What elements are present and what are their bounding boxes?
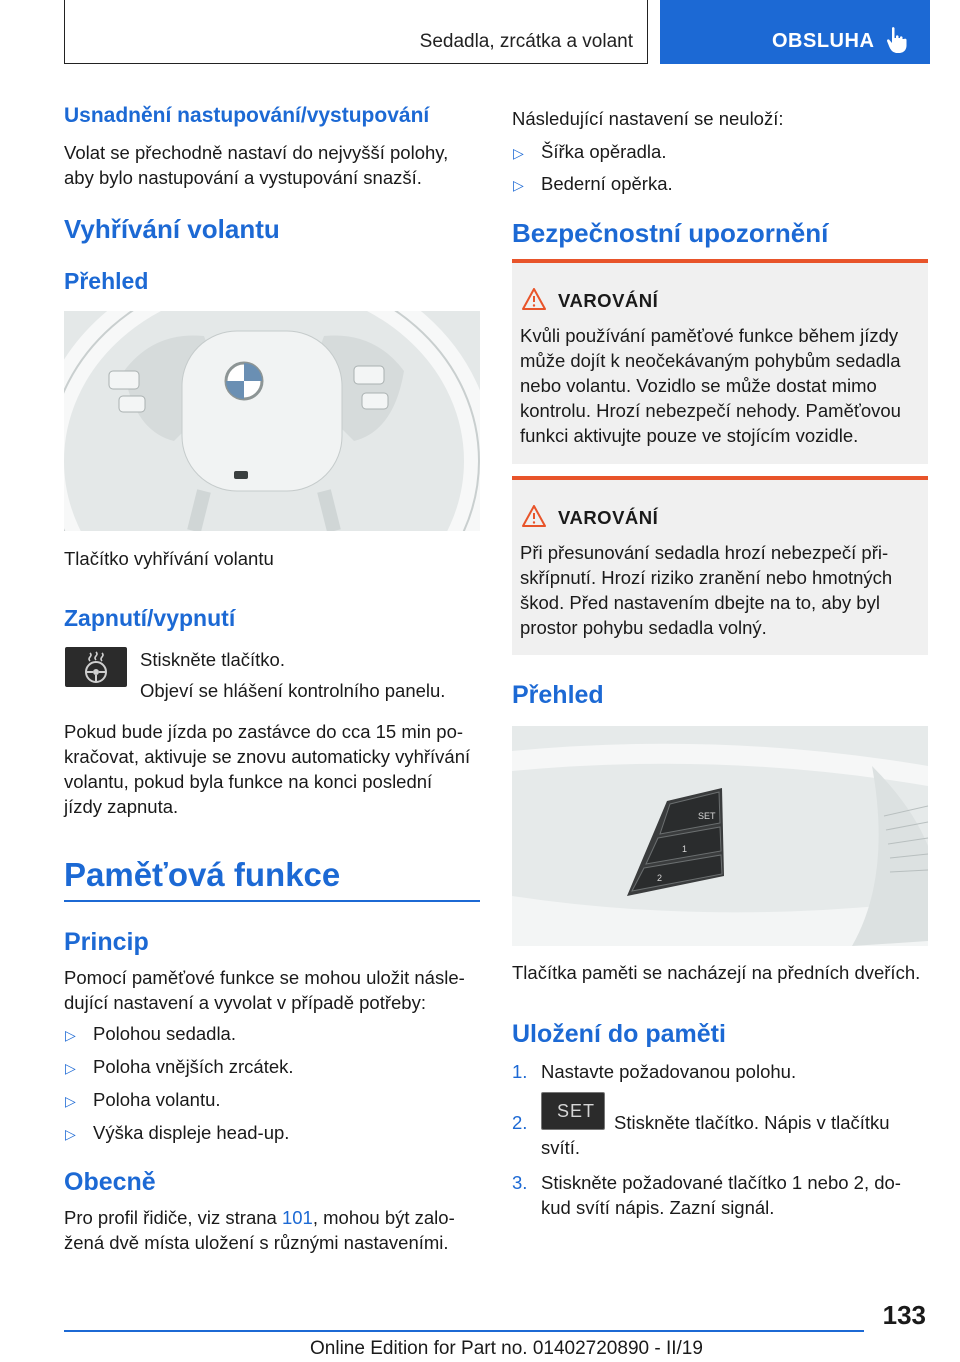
heading-save-to-memory: Uložení do paměti: [512, 1020, 726, 1048]
warning-triangle-icon: [522, 505, 546, 527]
easy-entry-line-2: aby bylo nastupování a vystupování snazší.: [64, 167, 422, 188]
warning-line: může dojít k neočekávaným pohybům sedadla: [520, 350, 901, 371]
page-number: 133: [882, 1300, 926, 1330]
bullet-icon: ▷: [65, 1027, 76, 1043]
list-item: Šířka opěradla.: [541, 141, 667, 162]
door-panel-illustration: [512, 726, 928, 946]
step-number: 1.: [512, 1061, 528, 1082]
footer-divider: [64, 1330, 864, 1332]
step-text: kud svítí nápis. Zazní signál.: [541, 1197, 775, 1218]
set-button: [541, 1092, 605, 1130]
on-off-line-2: Objeví se hlášení kontrolního panelu.: [140, 680, 446, 701]
not-saved-intro: Následující nastavení se neuloží:: [512, 108, 784, 129]
memory-divider: [64, 900, 480, 902]
general-text-a: Pro profil řidiče, viz strana: [64, 1207, 282, 1228]
step-number: 3.: [512, 1172, 528, 1193]
bullet-icon: ▷: [513, 145, 524, 161]
chapter-tab: [660, 0, 930, 64]
caption-door: Tlačítka paměti se nacházejí na předních dveřích.: [512, 962, 921, 983]
resume-line-1: Pokud bude jízda po zastávce do cca 15 min po-: [64, 721, 464, 742]
header-box: [64, 0, 648, 64]
pointing-hand-icon: [886, 26, 910, 54]
list-item: Bederní opěrka.: [541, 173, 673, 194]
warning-box-2: [512, 476, 928, 655]
warning-text-1: [520, 323, 920, 448]
steering-wheel-image: [64, 311, 480, 531]
heading-safety: Bezpečnostní upozornění: [512, 218, 829, 248]
heading-general: Obecně: [64, 1168, 156, 1196]
resume-line-4: jízdy zapnuta.: [64, 796, 179, 817]
bullet-icon: ▷: [65, 1126, 76, 1142]
step-number: 2.: [512, 1112, 528, 1133]
bullet-icon: ▷: [513, 177, 524, 193]
warning-line: funkci aktivujte pouze ve stojícím vozidle.: [520, 425, 859, 446]
door-button-2-label: 2: [657, 873, 663, 883]
bullet-icon: ▷: [65, 1093, 76, 1109]
list-item: Výška displeje head-up.: [93, 1122, 290, 1143]
warning-box-1: [512, 259, 928, 464]
warning-line: skřípnutí. Hrozí riziko zranění nebo hmotných: [520, 567, 893, 588]
page-link-101[interactable]: 101: [281, 1207, 313, 1228]
step-text: svítí.: [541, 1137, 581, 1158]
heading-on-off: Zapnutí/vypnutí: [64, 605, 236, 631]
door-set-label: SET: [698, 811, 716, 821]
warning-line: nebo volantu. Vozidlo se může dostat mimo: [520, 375, 877, 396]
heading-principle: Princip: [64, 928, 149, 956]
warning-label: VAROVÁNÍ: [558, 290, 659, 311]
general-line-1: [64, 1205, 455, 1230]
resume-line-2: kračovat, aktivuje se znovu automaticky vyhřívání: [64, 746, 471, 767]
warning-text-2: [520, 540, 920, 640]
heading-memory-function: Paměťová funkce: [64, 856, 341, 893]
step-text: Nastavte požadovanou polohu.: [541, 1061, 797, 1082]
general-text-b: , mohou být zalo-: [312, 1207, 455, 1228]
easy-entry-line-1: Volat se přechodně nastaví do nejvyšší polohy,: [64, 142, 449, 163]
warning-line: Kvůli používání paměťové funkce během jízdy: [520, 325, 899, 346]
warning-triangle-icon: [522, 288, 546, 310]
resume-line-3: volantu, pokud byla funkce na konci poslední: [64, 771, 433, 792]
door-button-1-label: 1: [682, 844, 688, 854]
warning-line: kontrolu. Hrozí nebezpečí nehody. Paměťovou: [520, 400, 901, 421]
footer-edition: Online Edition for Part no. 01402720890 - II/19: [310, 1338, 703, 1359]
heated-steering-wheel-icon: [65, 647, 127, 687]
list-item: Poloha volantu.: [93, 1089, 221, 1110]
warning-line: škod. Před nastavením dbejte na to, aby byl: [520, 592, 880, 613]
heading-wheel-heating: Vyhřívání volantu: [64, 214, 280, 244]
step-text: Stiskněte tlačítko. Nápis v tlačítku: [614, 1112, 890, 1133]
door-memory-buttons-image: [512, 726, 928, 946]
steering-wheel-illustration: [64, 311, 480, 531]
step-text: Stiskněte požadované tlačítko 1 nebo 2, do-: [541, 1172, 901, 1193]
warning-label: VAROVÁNÍ: [558, 507, 659, 528]
heading-overview-right: Přehled: [512, 681, 604, 709]
warning-line: prostor pohybu sedadla volný.: [520, 617, 767, 638]
list-item: Polohou sedadla.: [93, 1023, 236, 1044]
bullet-icon: ▷: [65, 1060, 76, 1076]
caption-wheel: Tlačítko vyhřívání volantu: [64, 548, 274, 569]
chapter-tab-label: OBSLUHA: [772, 30, 875, 52]
set-button-label: SET: [557, 1101, 596, 1121]
principle-line-1: Pomocí paměťové funkce se mohou uložit násle-: [64, 967, 465, 988]
on-off-line-1: Stiskněte tlačítko.: [140, 649, 285, 670]
heading-easy-entry: Usnadnění nastupování/vystupování: [64, 104, 430, 127]
list-item: Poloha vnějších zrcátek.: [93, 1056, 294, 1077]
general-line-2: žená dvě místa uložení s různými nastaveními.: [64, 1232, 449, 1253]
warning-line: Při přesunování sedadla hrozí nebezpečí při-: [520, 542, 889, 563]
principle-line-2: dující nastavení a vyvolat v případě potřeby:: [64, 992, 426, 1013]
section-title: Sedadla, zrcátka a volant: [419, 31, 633, 52]
heading-overview-left: Přehled: [64, 268, 149, 294]
heated-wheel-button: [65, 647, 127, 687]
